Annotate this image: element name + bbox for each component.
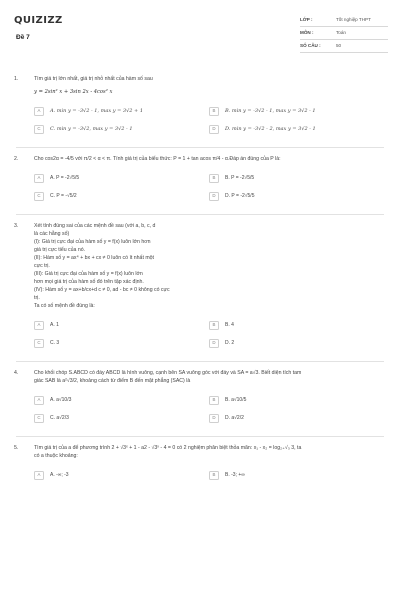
question-list — [0, 76, 400, 491]
option-letter-box: C — [34, 125, 44, 134]
option-letter-box: A — [34, 174, 44, 183]
answer-option-b[interactable] — [209, 467, 384, 485]
answer-option-b[interactable] — [209, 170, 384, 188]
answer-option-d[interactable] — [209, 188, 384, 206]
option-letter-box: D — [209, 192, 219, 201]
meta-row-class — [300, 14, 388, 27]
meta-key: LỚP : — [300, 16, 313, 22]
option-text: D. a√2/2 — [225, 414, 244, 421]
worksheet-header — [0, 0, 400, 70]
option-letter-box: B — [209, 321, 219, 330]
option-text: A. -∞; -3 — [50, 471, 69, 478]
option-letter-box: A — [34, 471, 44, 480]
question-text-line: là các hằng số) — [34, 230, 70, 237]
question-divider — [16, 436, 384, 437]
option-letter-box: B — [209, 396, 219, 405]
option-text: B. P = -2√5/5 — [225, 174, 255, 181]
answer-option-a[interactable] — [34, 467, 209, 485]
question-text-line: có a thuộc khoảng: — [34, 452, 78, 459]
question-divider — [16, 361, 384, 362]
answer-option-d[interactable] — [209, 410, 384, 428]
option-text: A. 1 — [50, 321, 59, 328]
answer-option-b[interactable] — [209, 103, 384, 121]
option-text: D. 2 — [225, 339, 235, 346]
option-letter-box: B — [209, 107, 219, 116]
option-text: A. P = -2√5/5 — [50, 174, 80, 181]
question-number: 1. — [14, 76, 19, 82]
question-text-line: (IV): Hàm số y = ax+b/cx+d c ≠ 0, ad - bc ≠ 0 không có cực — [34, 286, 170, 293]
question-text-line: Cho khối chóp S.ABCD có đáy ABCD là hình vuông, cạnh bên SA vuông góc với đáy và SA = a√3. Biết diện tích tam — [34, 369, 302, 376]
answer-option-a[interactable] — [34, 103, 209, 121]
question-text-line: (II): Hàm số y = ax⁴ + bx + cx ≠ 0 luôn có ít nhất một — [34, 254, 154, 261]
answer-option-c[interactable] — [34, 410, 209, 428]
question-1 — [0, 76, 400, 139]
worksheet-title: Đề 7 — [16, 34, 30, 41]
option-text: B. a√10/5 — [225, 396, 247, 403]
option-letter-box: C — [34, 414, 44, 423]
option-letter-box: D — [209, 125, 219, 134]
answer-options — [34, 170, 384, 206]
option-text: C. a√2/3 — [50, 414, 69, 421]
answer-option-d[interactable] — [209, 121, 384, 139]
answer-options — [34, 103, 384, 139]
meta-key: MÔN : — [300, 29, 314, 35]
answer-options — [34, 467, 384, 485]
option-text: C. min y = -3√2, max y = 3√2 - 1 — [50, 125, 133, 132]
question-text-line: trị. — [34, 294, 40, 301]
option-text: B. min y = -3√2 - 1, max y = 3√2 - 1 — [225, 107, 316, 114]
option-letter-box: A — [34, 396, 44, 405]
meta-row-question-count — [300, 40, 388, 53]
answer-option-c[interactable] — [34, 188, 209, 206]
option-letter-box: C — [34, 192, 44, 201]
answer-options — [34, 317, 384, 353]
worksheet-meta — [300, 14, 388, 53]
option-letter-box: B — [209, 471, 219, 480]
question-text-line: giá trị cực tiểu của nó. — [34, 246, 86, 253]
question-formula: y = 2sin² x + 3sin 2x - 4cos² x — [34, 89, 113, 95]
question-text-line: (III): Giá trị cực đại của hàm số y = f(x) luôn lớn — [34, 270, 143, 277]
option-letter-box: D — [209, 339, 219, 348]
option-letter-box: D — [209, 414, 219, 423]
option-text: B. 4 — [225, 321, 234, 328]
answer-option-c[interactable] — [34, 335, 209, 353]
option-letter-box: C — [34, 339, 44, 348]
option-text: B. -3; +∞ — [225, 471, 245, 478]
option-letter-box: A — [34, 321, 44, 330]
meta-value: Toán — [336, 29, 346, 35]
answer-option-a[interactable] — [34, 170, 209, 188]
option-text: C. P = -√5/2 — [50, 192, 77, 199]
question-text-line: hơn mọi giá trị của hàm số đó trên tập xác định. — [34, 278, 144, 285]
question-text-line: Ta có số mệnh đề đúng là: — [34, 302, 95, 309]
meta-key: SỐ CÂU : — [300, 42, 321, 48]
question-text-line: giác SAB là a²√3/2, khoảng cách từ điểm B đến mặt phẳng (SAC) là — [34, 377, 191, 384]
answer-option-c[interactable] — [34, 121, 209, 139]
option-text: A. min y = -3√2 - 1, max y = 3√2 + 1 — [50, 107, 144, 114]
question-5 — [0, 445, 400, 485]
question-text-line: (I): Giá trị cực đại của hàm số y = f(x) luôn lớn hơn — [34, 238, 151, 245]
option-letter-box: B — [209, 174, 219, 183]
option-letter-box: A — [34, 107, 44, 116]
meta-row-subject — [300, 27, 388, 40]
option-text: D. min y = -3√2 - 2, max y = 3√2 - 1 — [225, 125, 316, 132]
question-text-line: Xét tính đúng sai của các mệnh đề sau (với a, b, c, d — [34, 222, 156, 229]
question-number: 5. — [14, 444, 19, 451]
answer-option-b[interactable] — [209, 317, 384, 335]
answer-options — [34, 392, 384, 428]
question-text: Tìm giá trị lớn nhất, giá trị nhỏ nhất của hàm số sau — [34, 76, 153, 82]
question-text: Cho cos2α = -4/5 với π/2 < α < π. Tính giá trị của biểu thức: P = 1 + tan acos π/4 - α.Đáp án đúng của P là: — [34, 155, 281, 162]
question-3 — [0, 223, 400, 353]
answer-option-d[interactable] — [209, 335, 384, 353]
question-divider — [16, 147, 384, 148]
answer-option-a[interactable] — [34, 392, 209, 410]
question-text-line: Tìm giá trị của a để phương trình 2 + √3ˣ + 1 - a2 - √3ˣ - 4 = 0 có 2 nghiệm phân biệt thỏa mãn: x₁ - x₂ = log₂₊√₃ 3, ta — [34, 444, 302, 451]
option-text: D. P = -2√5/5 — [225, 192, 255, 199]
question-divider — [16, 214, 384, 215]
option-text: C. 3 — [50, 339, 60, 346]
question-number: 2. — [14, 155, 19, 162]
answer-option-a[interactable] — [34, 317, 209, 335]
question-text-line: cực trị. — [34, 262, 50, 269]
question-number: 3. — [14, 222, 19, 229]
question-4 — [0, 370, 400, 428]
question-number: 4. — [14, 369, 19, 376]
option-text: A. a√10/3 — [50, 396, 72, 403]
answer-option-b[interactable] — [209, 392, 384, 410]
quizizz-logo: QUIZIZZ — [14, 15, 63, 26]
meta-value: 50 — [336, 42, 342, 48]
question-2 — [0, 156, 400, 206]
meta-value: Tốt nghiệp THPT — [336, 16, 371, 22]
